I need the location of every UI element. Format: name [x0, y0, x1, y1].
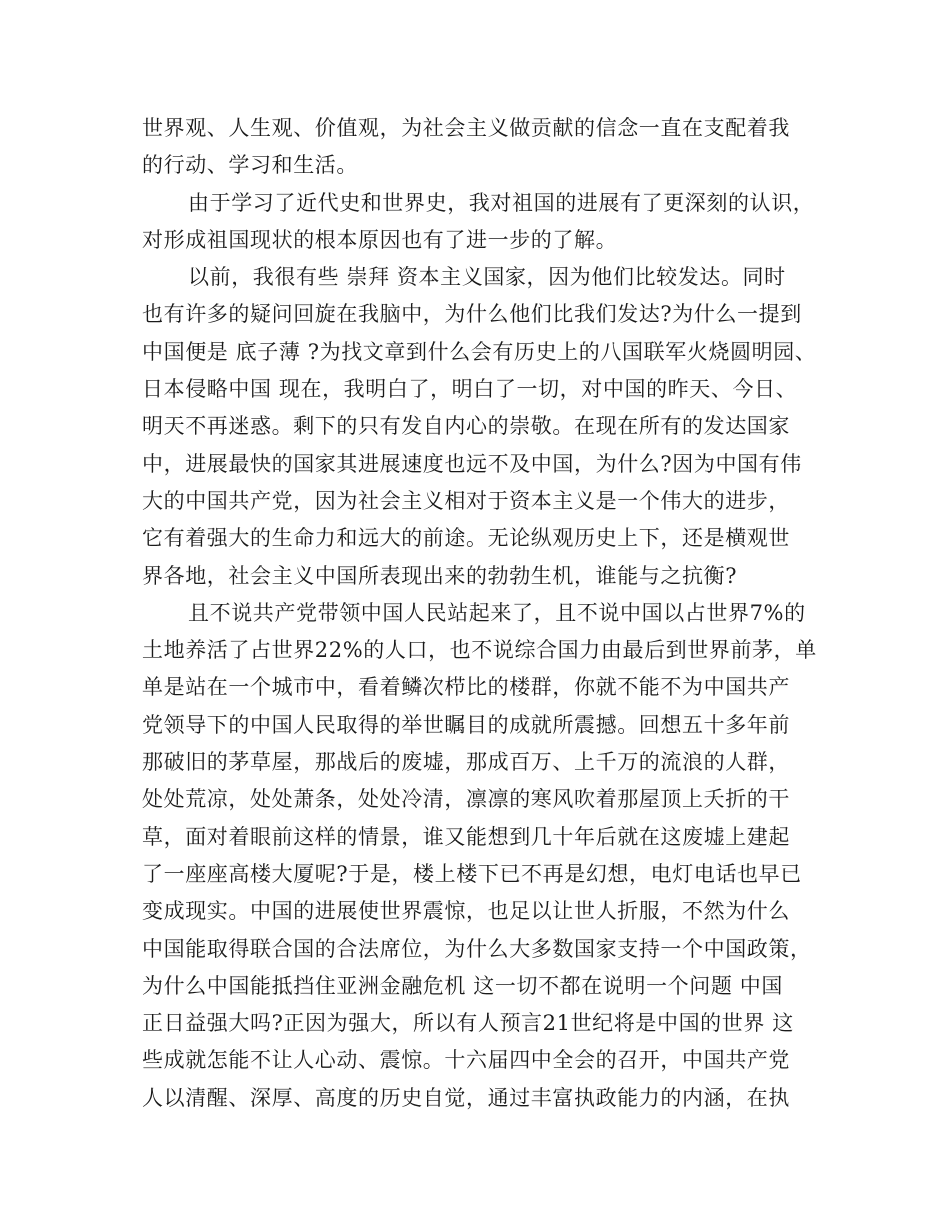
text-line: 了一座座高楼大厦呢?于是，楼上楼下已不再是幻想，电灯电话也早已 — [142, 861, 802, 886]
text-line: 中国便是 底子薄 ?为找文章到什么会有历史上的八国联军火烧圆明园、 — [142, 339, 817, 364]
text-line: 人以清醒、深厚、高度的历史自觉，通过丰富执政能力的内涵，在执 — [142, 1085, 790, 1110]
text-line: 世界观、人生观、价值观，为社会主义做贡献的信念一直在支配着我 — [142, 116, 790, 140]
paragraph-start-line: 且不说共产党带领中国人民站起来了，且不说中国以占世界7%的 — [188, 600, 806, 625]
text-line: 日本侵略中国 现在，我明白了，明白了一切，对中国的昨天、今日、 — [142, 377, 798, 402]
text-line: 土地养活了占世界22%的人口，也不说综合国力由最后到世界前茅，单 — [142, 638, 817, 663]
text-line: 草，面对着眼前这样的情景，谁又能想到几十年后就在这废墟上建起 — [142, 824, 790, 849]
body-text — [142, 110, 822, 1117]
text-line: 界各地，社会主义中国所表现出来的勃勃生机，谁能与之抗衡? — [142, 563, 738, 588]
paragraph-start-line: 以前，我很有些 崇拜 资本主义国家，因为他们比较发达。同时 — [188, 265, 786, 290]
text-line: 的行动、学习和生活。 — [142, 153, 358, 178]
text-line: 也有许多的疑问回旋在我脑中，为什么他们比我们发达?为什么一提到 — [142, 302, 802, 327]
paragraph-start-line: 由于学习了近代史和世界史，我对祖国的进展有了更深刻的认识， — [188, 190, 815, 215]
text-line: 明天不再迷惑。剩下的只有发自内心的崇敬。在现在所有的发达国家 — [142, 414, 790, 439]
text-line: 它有着强大的生命力和远大的前途。无论纵观历史上下，还是横观世 — [142, 526, 790, 551]
text-line: 大的中国共产党，因为社会主义相对于资本主义是一个伟大的进步， — [142, 488, 790, 513]
text-line: 为什么中国能抵挡住亚洲金融危机 这一切不都在说明一个问题 中国 — [142, 973, 783, 998]
text-line: 正日益强大吗?正因为强大，所以有人预言21世纪将是中国的世界 这 — [142, 1011, 794, 1036]
text-line: 那破旧的茅草屋，那战后的废墟，那成百万、上千万的流浪的人群， — [142, 750, 790, 775]
text-line: 些成就怎能不让人心动、震惊。十六届四中全会的召开，中国共产党 — [142, 1048, 790, 1073]
text-line: 中，进展最快的国家其进展速度也远不及中国，为什么?因为中国有伟 — [142, 451, 802, 476]
text-line: 中国能取得联合国的合法席位，为什么大多数国家支持一个中国政策， — [142, 936, 812, 961]
text-line: 处处荒凉，处处萧条，处处冷清，凛凛的寒风吹着那屋顶上夭折的干 — [142, 787, 790, 812]
text-line: 对形成祖国现状的根本原因也有了进一步的了解。 — [142, 227, 618, 252]
text-line: 单是站在一个城市中，看着鳞次栉比的楼群，你就不能不为中国共产 — [142, 675, 790, 700]
text-line: 变成现实。中国的进展使世界震惊，也足以让世人折服，不然为什么 — [142, 899, 790, 924]
text-line: 党领导下的中国人民取得的举世瞩目的成就所震撼。回想五十多年前 — [142, 712, 790, 737]
